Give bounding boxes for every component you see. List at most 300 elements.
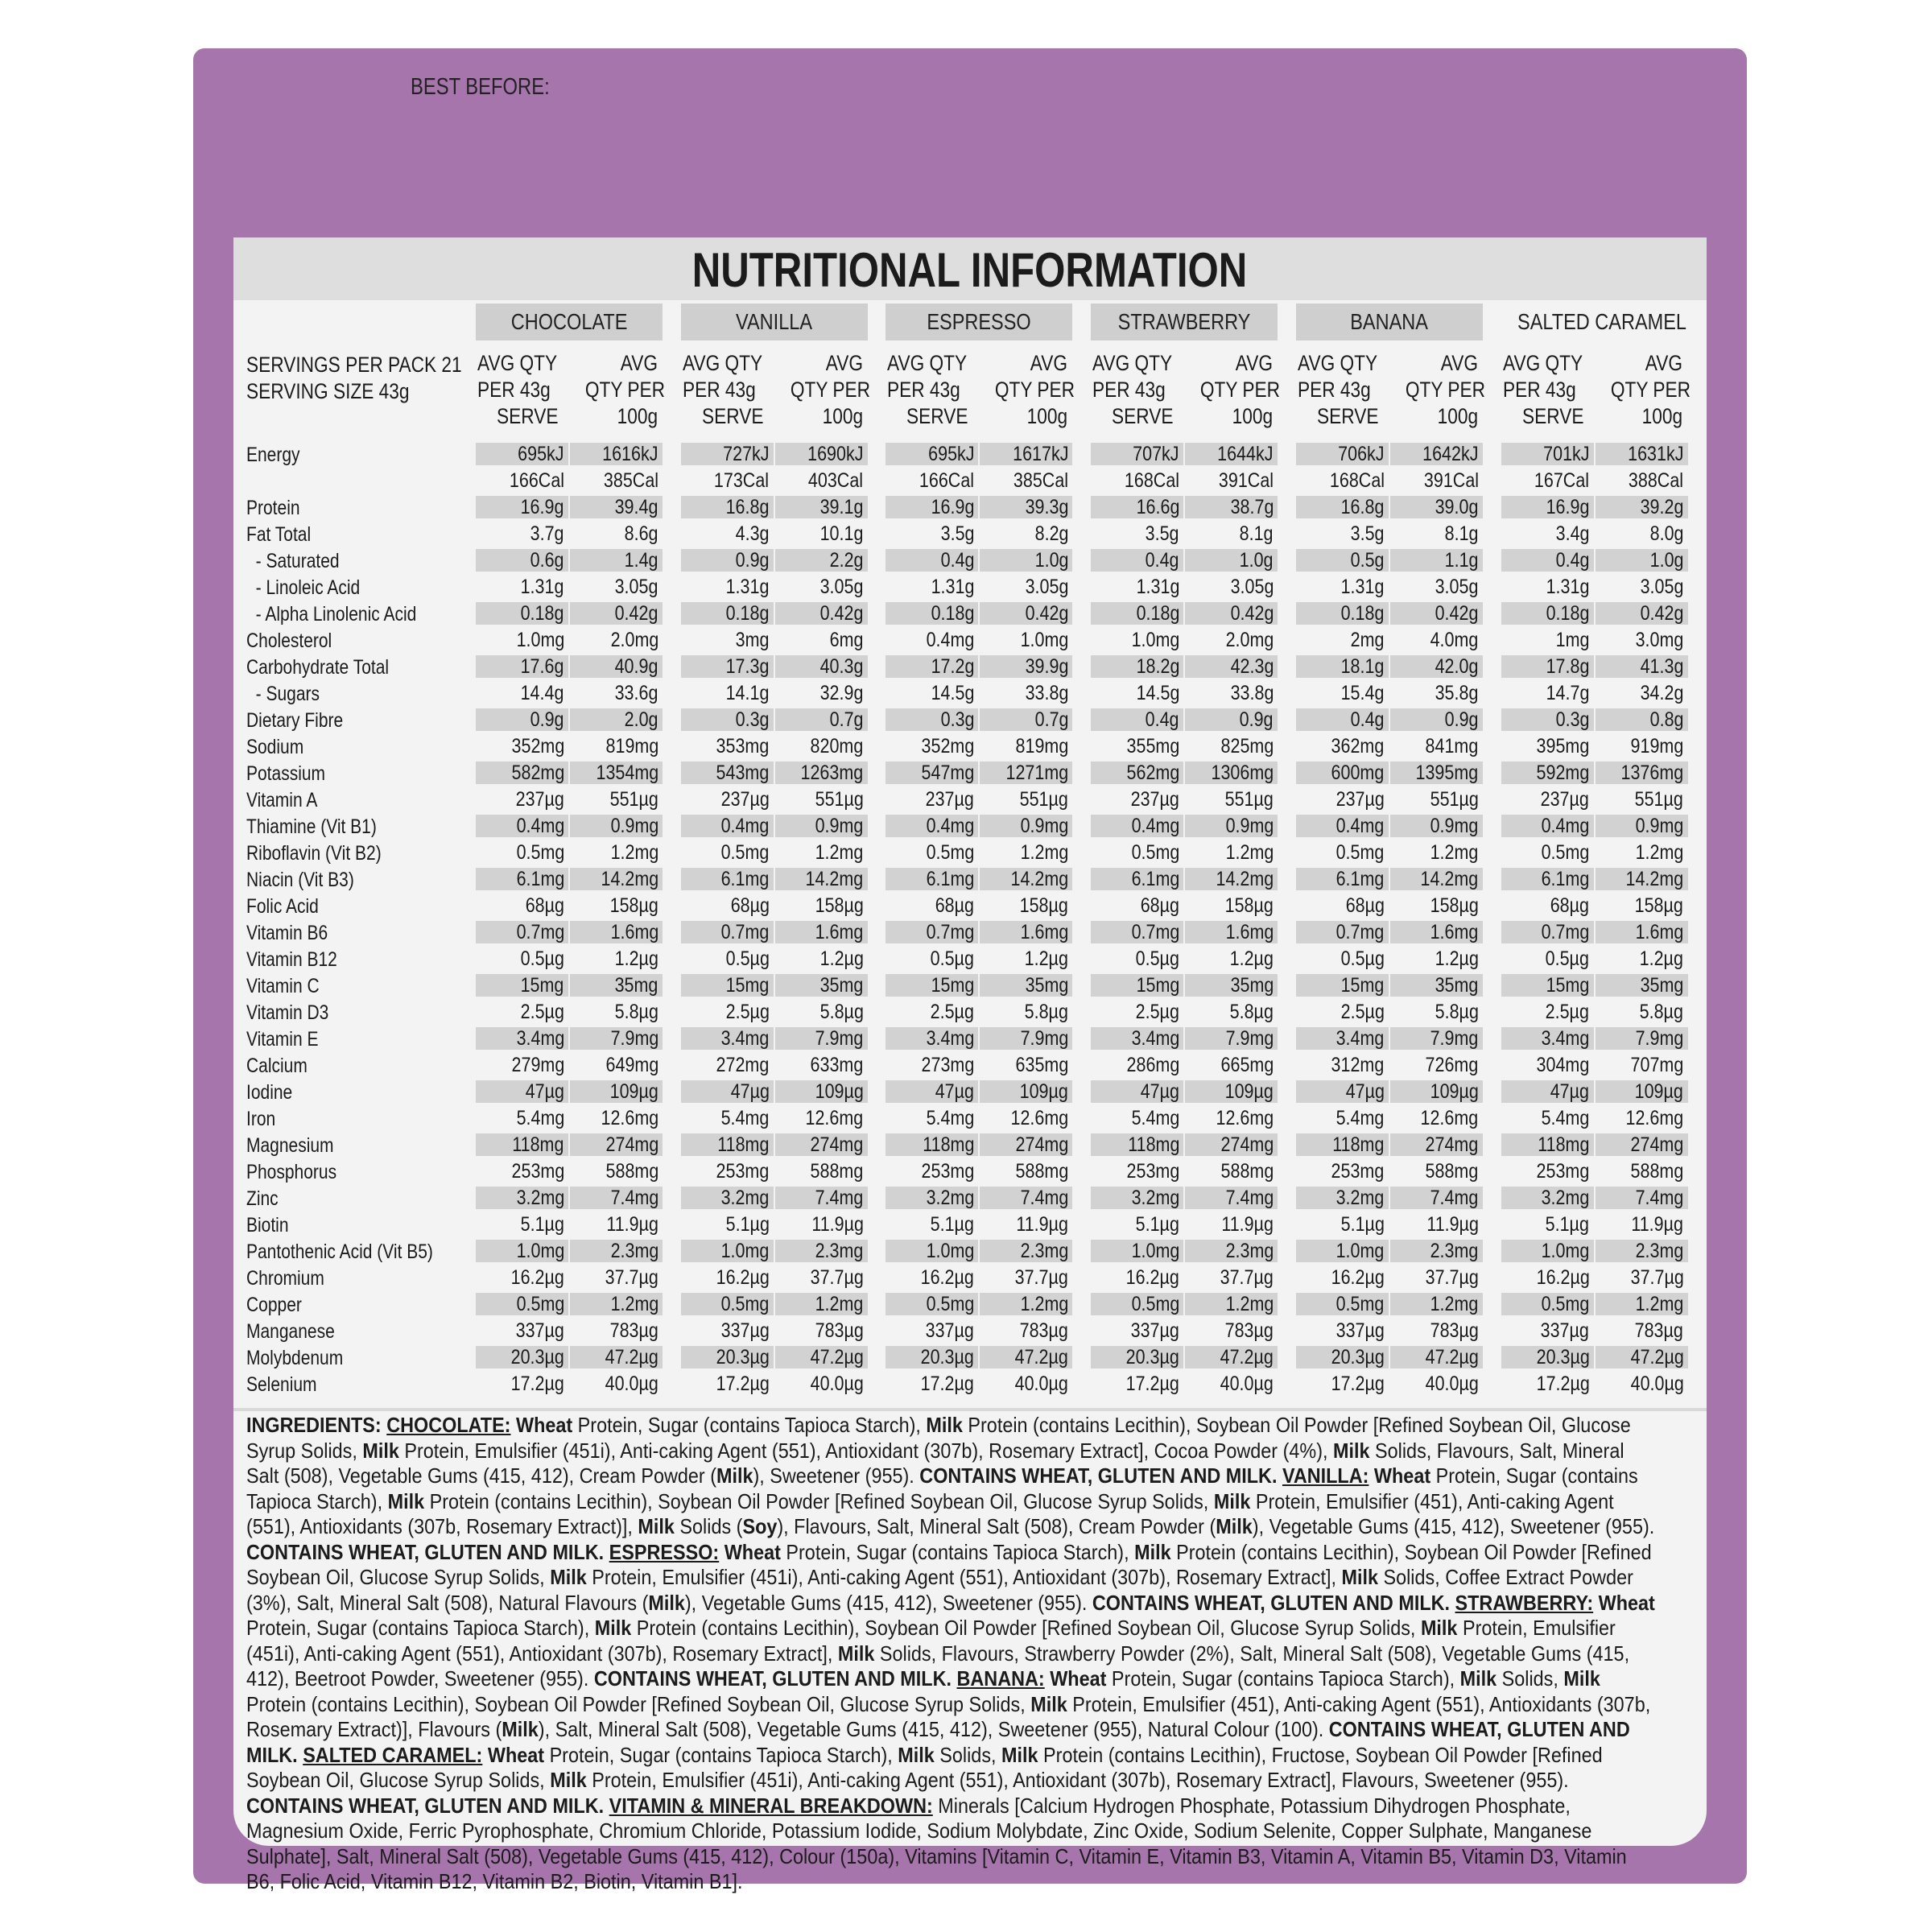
value-text: 0.7mg bbox=[720, 921, 770, 943]
col-header-line: 100g bbox=[1642, 404, 1683, 428]
ingredients-segment: ), Salt, Mineral Salt (508), Vegetable Gums (415, 412), Sweetener (955), Natural Colour (100). bbox=[538, 1717, 1329, 1741]
value-text: 1.2µg bbox=[1640, 947, 1684, 970]
value-text: 20.3µg bbox=[921, 1346, 975, 1368]
value-text: 6mg bbox=[829, 629, 864, 651]
value-per-serve bbox=[681, 1266, 774, 1289]
value-text: 0.18g bbox=[1546, 602, 1590, 625]
nutrient-label bbox=[246, 1292, 312, 1319]
value-per-serve bbox=[886, 1160, 978, 1183]
value-text: 0.7mg bbox=[926, 921, 975, 943]
value-per-100g bbox=[775, 841, 868, 864]
value-per-serve bbox=[1091, 549, 1183, 572]
col-header-line: AVG bbox=[825, 351, 863, 375]
value-per-100g bbox=[1596, 708, 1688, 731]
nutrient-label-text: Protein bbox=[246, 497, 300, 519]
value-text: 3.2mg bbox=[1541, 1187, 1590, 1209]
value-text: 0.9mg bbox=[1225, 815, 1274, 837]
value-per-serve bbox=[476, 1293, 568, 1315]
nutrient-label bbox=[246, 601, 449, 628]
value-text: 2.5µg bbox=[520, 1001, 564, 1023]
value-per-serve bbox=[886, 921, 978, 943]
value-per-serve bbox=[1091, 841, 1183, 864]
col-header-per-serve bbox=[1092, 350, 1185, 430]
ingredients-bold: Milk bbox=[1420, 1616, 1458, 1640]
value-text: 551µg bbox=[609, 788, 658, 811]
value-per-100g bbox=[980, 1213, 1072, 1236]
value-per-100g bbox=[570, 1187, 663, 1209]
value-text: 35mg bbox=[1435, 974, 1479, 997]
value-per-serve bbox=[476, 602, 568, 625]
value-text: 16.9g bbox=[931, 496, 975, 518]
value-text: 0.6g bbox=[530, 549, 564, 572]
value-per-100g bbox=[570, 1080, 663, 1103]
value-per-100g bbox=[980, 682, 1072, 704]
nutrient-label-text: Vitamin C bbox=[246, 975, 320, 997]
value-text: 35.8g bbox=[1435, 682, 1479, 704]
value-text: 352mg bbox=[511, 735, 564, 758]
value-per-100g bbox=[980, 868, 1072, 890]
value-text: 1.0mg bbox=[516, 1240, 564, 1262]
value-text: 0.4g bbox=[1350, 708, 1385, 731]
nutrient-label-text: Selenium bbox=[246, 1373, 317, 1396]
value-per-100g bbox=[980, 602, 1072, 625]
ingredients-bold: Milk bbox=[716, 1463, 753, 1488]
ingredients-segment: Protein (contains Lecithin), Soybean Oil Powder [Refined Soybean Oil, Glucose Syrup Solids, bbox=[631, 1616, 1421, 1640]
value-per-serve bbox=[476, 1240, 568, 1262]
value-per-100g bbox=[1596, 1080, 1688, 1103]
value-per-serve bbox=[476, 708, 568, 731]
value-per-serve bbox=[1296, 576, 1389, 598]
value-per-serve bbox=[886, 947, 978, 970]
value-text: 118mg bbox=[717, 1133, 770, 1156]
flavour-header-text: VANILLA bbox=[736, 309, 813, 334]
value-text: 109µg bbox=[609, 1080, 658, 1103]
value-per-100g bbox=[1185, 1133, 1278, 1156]
value-per-100g bbox=[1596, 894, 1688, 917]
ingredients-bold: Milk bbox=[926, 1413, 963, 1437]
value-per-100g bbox=[1390, 1187, 1483, 1209]
value-per-serve bbox=[681, 1133, 774, 1156]
value-per-serve bbox=[1091, 1080, 1183, 1103]
value-text: 158µg bbox=[1224, 894, 1274, 917]
value-text: 3.4mg bbox=[516, 1027, 564, 1050]
value-text: 337µg bbox=[926, 1319, 975, 1342]
value-per-serve bbox=[1501, 947, 1594, 970]
value-per-serve bbox=[476, 522, 568, 545]
value-per-100g bbox=[1596, 1373, 1688, 1395]
value-text: 0.9g bbox=[735, 549, 770, 572]
value-per-serve bbox=[681, 496, 774, 518]
value-per-serve bbox=[886, 1346, 978, 1368]
value-text: 0.42g bbox=[1640, 602, 1684, 625]
value-per-100g bbox=[775, 974, 868, 997]
value-per-serve bbox=[886, 1293, 978, 1315]
value-text: 1.0mg bbox=[1020, 629, 1069, 651]
page-title-text: NUTRITIONAL INFORMATION bbox=[692, 243, 1248, 297]
value-text: 14.4g bbox=[521, 682, 564, 704]
value-per-serve bbox=[1091, 735, 1183, 758]
ingredients-bold: Milk bbox=[594, 1616, 632, 1640]
value-text: 1.0g bbox=[1240, 549, 1274, 572]
value-per-serve bbox=[886, 1001, 978, 1023]
value-text: 5.4mg bbox=[1335, 1107, 1385, 1129]
ingredients-segment: Solids ( bbox=[674, 1514, 743, 1538]
value-text: 0.9mg bbox=[1430, 815, 1479, 837]
value-text: 47.2µg bbox=[810, 1346, 864, 1368]
value-per-serve bbox=[1091, 947, 1183, 970]
value-text: 337µg bbox=[720, 1319, 770, 1342]
value-text: 2.0g bbox=[624, 708, 658, 731]
value-per-100g bbox=[1185, 815, 1278, 837]
value-per-100g bbox=[980, 1133, 1072, 1156]
value-text: 158µg bbox=[1020, 894, 1069, 917]
value-per-100g bbox=[1390, 1240, 1483, 1262]
value-per-serve bbox=[886, 602, 978, 625]
value-text: 707kJ bbox=[1133, 443, 1179, 465]
value-text: 33.8g bbox=[1230, 682, 1274, 704]
value-text: 17.8g bbox=[1546, 655, 1590, 678]
value-text: 39.2g bbox=[1640, 496, 1684, 518]
value-text: 3.2mg bbox=[1131, 1187, 1179, 1209]
value-per-100g bbox=[570, 762, 663, 784]
value-text: 158µg bbox=[815, 894, 864, 917]
value-per-100g bbox=[775, 443, 868, 465]
value-text: 588mg bbox=[605, 1160, 658, 1183]
value-text: 168Cal bbox=[1329, 469, 1385, 492]
servings-per-pack: SERVINGS PER PACK 21 bbox=[246, 353, 462, 377]
value-text: 3.05g bbox=[1435, 576, 1479, 598]
value-per-serve bbox=[476, 762, 568, 784]
value-per-serve bbox=[681, 1240, 774, 1262]
value-text: 3.05g bbox=[1640, 576, 1684, 598]
value-per-serve bbox=[476, 788, 568, 811]
value-text: 16.6g bbox=[1136, 496, 1179, 518]
value-text: 253mg bbox=[1126, 1160, 1179, 1183]
value-per-serve bbox=[1091, 1054, 1183, 1076]
col-header-line: AVG bbox=[1645, 351, 1683, 375]
value-per-100g bbox=[1596, 1266, 1688, 1289]
value-text: 0.18g bbox=[725, 602, 770, 625]
value-per-100g bbox=[1185, 496, 1278, 518]
ingredients-heading: ESPRESSO: bbox=[609, 1539, 720, 1564]
value-per-serve bbox=[1296, 1373, 1389, 1395]
value-text: 5.8µg bbox=[1435, 1001, 1479, 1023]
value-text: 39.3g bbox=[1025, 496, 1069, 518]
value-per-100g bbox=[1390, 1293, 1483, 1315]
value-per-serve bbox=[681, 841, 774, 864]
value-text: 355mg bbox=[1126, 735, 1179, 758]
ingredients-bold: Wheat bbox=[724, 1539, 781, 1564]
value-per-100g bbox=[775, 708, 868, 731]
value-per-serve bbox=[681, 1080, 774, 1103]
value-per-100g bbox=[570, 496, 663, 518]
col-header-line: AVG bbox=[620, 351, 658, 375]
value-per-serve bbox=[681, 1346, 774, 1368]
value-text: 3.0mg bbox=[1635, 629, 1684, 651]
value-text: 8.1g bbox=[1240, 522, 1274, 545]
col-header-line: 100g bbox=[822, 404, 863, 428]
value-per-100g bbox=[980, 1107, 1072, 1129]
value-text: 35mg bbox=[1230, 974, 1274, 997]
value-text: 2.3mg bbox=[1430, 1240, 1479, 1262]
value-per-serve bbox=[476, 868, 568, 890]
ingredients-bold: Milk bbox=[898, 1742, 935, 1767]
ingredients-bold: Milk bbox=[1030, 1691, 1067, 1716]
value-text: 5.1µg bbox=[520, 1213, 564, 1236]
value-text: 0.9mg bbox=[1635, 815, 1684, 837]
value-per-100g bbox=[980, 1266, 1072, 1289]
value-per-serve bbox=[886, 576, 978, 598]
value-per-100g bbox=[1390, 974, 1483, 997]
value-per-100g bbox=[980, 974, 1072, 997]
value-text: 4.3g bbox=[735, 522, 770, 545]
ingredients-segment: Protein (contains Lecithin), Soybean Oil Powder [Refined Soybean Oil, Glucose Syrup Solids, bbox=[246, 1413, 1631, 1463]
value-per-100g bbox=[775, 602, 868, 625]
col-header-line: SERVE bbox=[1112, 404, 1174, 428]
value-text: 0.9mg bbox=[610, 815, 658, 837]
value-text: 5.4mg bbox=[516, 1107, 564, 1129]
value-per-100g bbox=[1185, 629, 1278, 651]
serving-size: SERVING SIZE 43g bbox=[246, 379, 410, 403]
value-text: 286mg bbox=[1126, 1054, 1179, 1076]
value-per-serve bbox=[476, 1213, 568, 1236]
col-header-line: PER 43g bbox=[1297, 378, 1371, 402]
value-per-100g bbox=[1185, 1107, 1278, 1129]
value-text: 37.7µg bbox=[605, 1266, 658, 1289]
ingredients-heading: SALTED CARAMEL: bbox=[303, 1742, 483, 1767]
value-text: 8.1g bbox=[1444, 522, 1479, 545]
value-text: 37.7µg bbox=[1220, 1266, 1274, 1289]
value-text: 35mg bbox=[615, 974, 658, 997]
value-text: 588mg bbox=[1015, 1160, 1069, 1183]
value-per-serve bbox=[1296, 1027, 1389, 1050]
value-text: 0.5mg bbox=[1541, 1293, 1590, 1315]
value-per-100g bbox=[980, 469, 1072, 492]
value-per-serve bbox=[886, 1373, 978, 1395]
value-text: 237µg bbox=[1130, 788, 1179, 811]
value-per-100g bbox=[775, 1187, 868, 1209]
value-per-serve bbox=[1296, 947, 1389, 970]
value-text: 2.2g bbox=[829, 549, 864, 572]
nutrient-label bbox=[246, 1080, 301, 1106]
value-per-serve bbox=[681, 443, 774, 465]
value-per-serve bbox=[681, 815, 774, 837]
value-text: 20.3µg bbox=[1125, 1346, 1179, 1368]
value-text: 39.9g bbox=[1025, 655, 1069, 678]
value-text: 1376mg bbox=[1620, 762, 1684, 784]
value-per-100g bbox=[570, 788, 663, 811]
value-per-100g bbox=[1185, 974, 1278, 997]
value-text: 0.4mg bbox=[1541, 815, 1590, 837]
value-per-serve bbox=[886, 1187, 978, 1209]
value-per-serve bbox=[1091, 1160, 1183, 1183]
value-text: 0.5mg bbox=[1335, 841, 1385, 864]
col-header-line: QTY PER bbox=[584, 378, 666, 402]
value-text: 15mg bbox=[1136, 974, 1179, 997]
value-per-100g bbox=[1596, 1001, 1688, 1023]
value-text: 32.9g bbox=[819, 682, 864, 704]
value-text: 2.3mg bbox=[610, 1240, 658, 1262]
col-header-line: AVG QTY bbox=[1092, 351, 1173, 375]
value-text: 6.1mg bbox=[1131, 868, 1179, 890]
value-text: 0.5mg bbox=[1335, 1293, 1385, 1315]
value-per-serve bbox=[1091, 762, 1183, 784]
nutrient-label bbox=[246, 1345, 361, 1372]
flavour-header-strawberry bbox=[1091, 303, 1278, 341]
value-text: 40.0µg bbox=[1630, 1373, 1684, 1395]
value-per-serve bbox=[1091, 1266, 1183, 1289]
value-text: 1.0mg bbox=[1131, 629, 1179, 651]
value-text: 17.6g bbox=[521, 655, 564, 678]
value-text: 237µg bbox=[515, 788, 564, 811]
value-per-serve bbox=[476, 1373, 568, 1395]
value-per-serve bbox=[476, 921, 568, 943]
ingredients-bold: Milk bbox=[550, 1565, 587, 1589]
value-per-100g bbox=[980, 655, 1072, 678]
col-header-line: PER 43g bbox=[1502, 378, 1576, 402]
value-text: 11.9µg bbox=[1426, 1213, 1479, 1236]
col-header-per-serve bbox=[477, 350, 570, 430]
value-per-100g bbox=[980, 1293, 1072, 1315]
value-text: 6.1mg bbox=[516, 868, 564, 890]
value-text: 0.5µg bbox=[520, 947, 564, 970]
col-header-per-serve bbox=[683, 350, 775, 430]
value-text: 0.7g bbox=[829, 708, 864, 731]
value-text: 0.42g bbox=[1230, 602, 1274, 625]
value-per-serve bbox=[476, 1266, 568, 1289]
value-per-100g bbox=[1185, 1240, 1278, 1262]
value-per-serve bbox=[886, 735, 978, 758]
value-per-serve bbox=[1091, 921, 1183, 943]
value-text: 0.4g bbox=[1146, 708, 1179, 731]
nutrient-label-text: Chromium bbox=[246, 1267, 324, 1290]
value-text: 16.8g bbox=[725, 496, 770, 518]
value-text: 1.2mg bbox=[610, 841, 658, 864]
value-per-serve bbox=[1501, 1187, 1594, 1209]
value-text: 0.42g bbox=[1435, 602, 1479, 625]
value-text: 0.4g bbox=[1146, 549, 1179, 572]
value-per-serve bbox=[886, 496, 978, 518]
value-text: 11.9µg bbox=[1631, 1213, 1684, 1236]
nutrient-label bbox=[246, 1159, 353, 1186]
value-text: 783µg bbox=[1635, 1319, 1684, 1342]
value-text: 1.2mg bbox=[1020, 841, 1069, 864]
value-per-serve bbox=[886, 788, 978, 811]
value-text: 0.5mg bbox=[720, 1293, 770, 1315]
value-text: 7.4mg bbox=[1635, 1187, 1684, 1209]
nutrient-label bbox=[246, 1319, 352, 1345]
value-text: 1.2mg bbox=[1635, 1293, 1684, 1315]
value-text: 40.0µg bbox=[1015, 1373, 1069, 1395]
value-per-100g bbox=[1390, 1027, 1483, 1050]
value-per-100g bbox=[980, 576, 1072, 598]
value-text: 5.8µg bbox=[1229, 1001, 1274, 1023]
best-before-label: BEST BEFORE: bbox=[411, 74, 550, 100]
value-per-serve bbox=[476, 496, 568, 518]
value-text: 727kJ bbox=[723, 443, 770, 465]
value-text: 551µg bbox=[1430, 788, 1479, 811]
value-per-100g bbox=[775, 1240, 868, 1262]
value-per-serve bbox=[681, 1027, 774, 1050]
value-text: 3.2mg bbox=[926, 1187, 975, 1209]
value-per-serve bbox=[681, 1054, 774, 1076]
nutrient-label-text: Magnesium bbox=[246, 1134, 334, 1157]
value-text: 7.9mg bbox=[815, 1027, 864, 1050]
nutrient-label bbox=[246, 1186, 284, 1212]
value-text: 18.1g bbox=[1340, 655, 1385, 678]
value-per-serve bbox=[1501, 496, 1594, 518]
col-header-line: AVG QTY bbox=[1297, 351, 1377, 375]
value-per-100g bbox=[1185, 549, 1278, 572]
value-per-serve bbox=[886, 762, 978, 784]
value-text: 1.2µg bbox=[819, 947, 864, 970]
nutrient-label-text: Carbohydrate Total bbox=[246, 656, 390, 679]
value-per-serve bbox=[1091, 1346, 1183, 1368]
value-per-100g bbox=[1390, 1266, 1483, 1289]
value-text: 41.3g bbox=[1640, 655, 1684, 678]
value-per-100g bbox=[1185, 1213, 1278, 1236]
value-text: 1.4g bbox=[624, 549, 658, 572]
nutrient-label-text: Energy bbox=[246, 444, 300, 466]
value-per-serve bbox=[681, 1160, 774, 1183]
value-text: 7.4mg bbox=[610, 1187, 658, 1209]
value-text: 1.2mg bbox=[1020, 1293, 1069, 1315]
value-text: 3.4mg bbox=[926, 1027, 975, 1050]
value-text: 0.4mg bbox=[720, 815, 770, 837]
nutrient-label bbox=[246, 1053, 319, 1080]
value-per-100g bbox=[1596, 1240, 1688, 1262]
nutrient-label bbox=[246, 1133, 350, 1159]
col-header-line: AVG bbox=[1440, 351, 1478, 375]
value-per-serve bbox=[1296, 1293, 1389, 1315]
value-per-100g bbox=[1185, 1373, 1278, 1395]
col-header-line: SERVE bbox=[906, 404, 968, 428]
value-text: 20.3µg bbox=[510, 1346, 564, 1368]
value-text: 0.4mg bbox=[1335, 815, 1385, 837]
value-text: 304mg bbox=[1536, 1054, 1590, 1076]
value-text: 0.3g bbox=[1555, 708, 1590, 731]
value-per-serve bbox=[886, 629, 978, 651]
value-text: 37.7µg bbox=[1015, 1266, 1069, 1289]
value-per-serve bbox=[681, 735, 774, 758]
value-text: 42.0g bbox=[1435, 655, 1479, 678]
value-per-100g bbox=[1390, 1213, 1483, 1236]
nutrient-label-text: Potassium bbox=[246, 762, 326, 785]
value-per-100g bbox=[775, 1293, 868, 1315]
value-per-serve bbox=[681, 974, 774, 997]
value-per-serve bbox=[476, 549, 568, 572]
value-text: 5.4mg bbox=[1541, 1107, 1590, 1129]
value-text: 695kJ bbox=[518, 443, 564, 465]
value-per-serve bbox=[1501, 815, 1594, 837]
value-per-serve bbox=[476, 576, 568, 598]
value-per-serve bbox=[681, 868, 774, 890]
ingredients-bold: Wheat bbox=[1373, 1463, 1431, 1488]
value-per-serve bbox=[476, 1160, 568, 1183]
value-text: 1mg bbox=[1555, 629, 1590, 651]
value-text: 274mg bbox=[1630, 1133, 1684, 1156]
value-per-serve bbox=[1501, 1160, 1594, 1183]
value-per-serve bbox=[1091, 1373, 1183, 1395]
value-text: 16.9g bbox=[521, 496, 564, 518]
value-per-100g bbox=[980, 549, 1072, 572]
ingredients-bold: Milk bbox=[1459, 1666, 1497, 1690]
value-text: 5.8µg bbox=[614, 1001, 658, 1023]
value-text: 0.5mg bbox=[516, 1293, 564, 1315]
col-header-per-100g bbox=[1596, 350, 1690, 430]
value-per-100g bbox=[1596, 469, 1688, 492]
value-text: 5.1µg bbox=[1546, 1213, 1590, 1236]
